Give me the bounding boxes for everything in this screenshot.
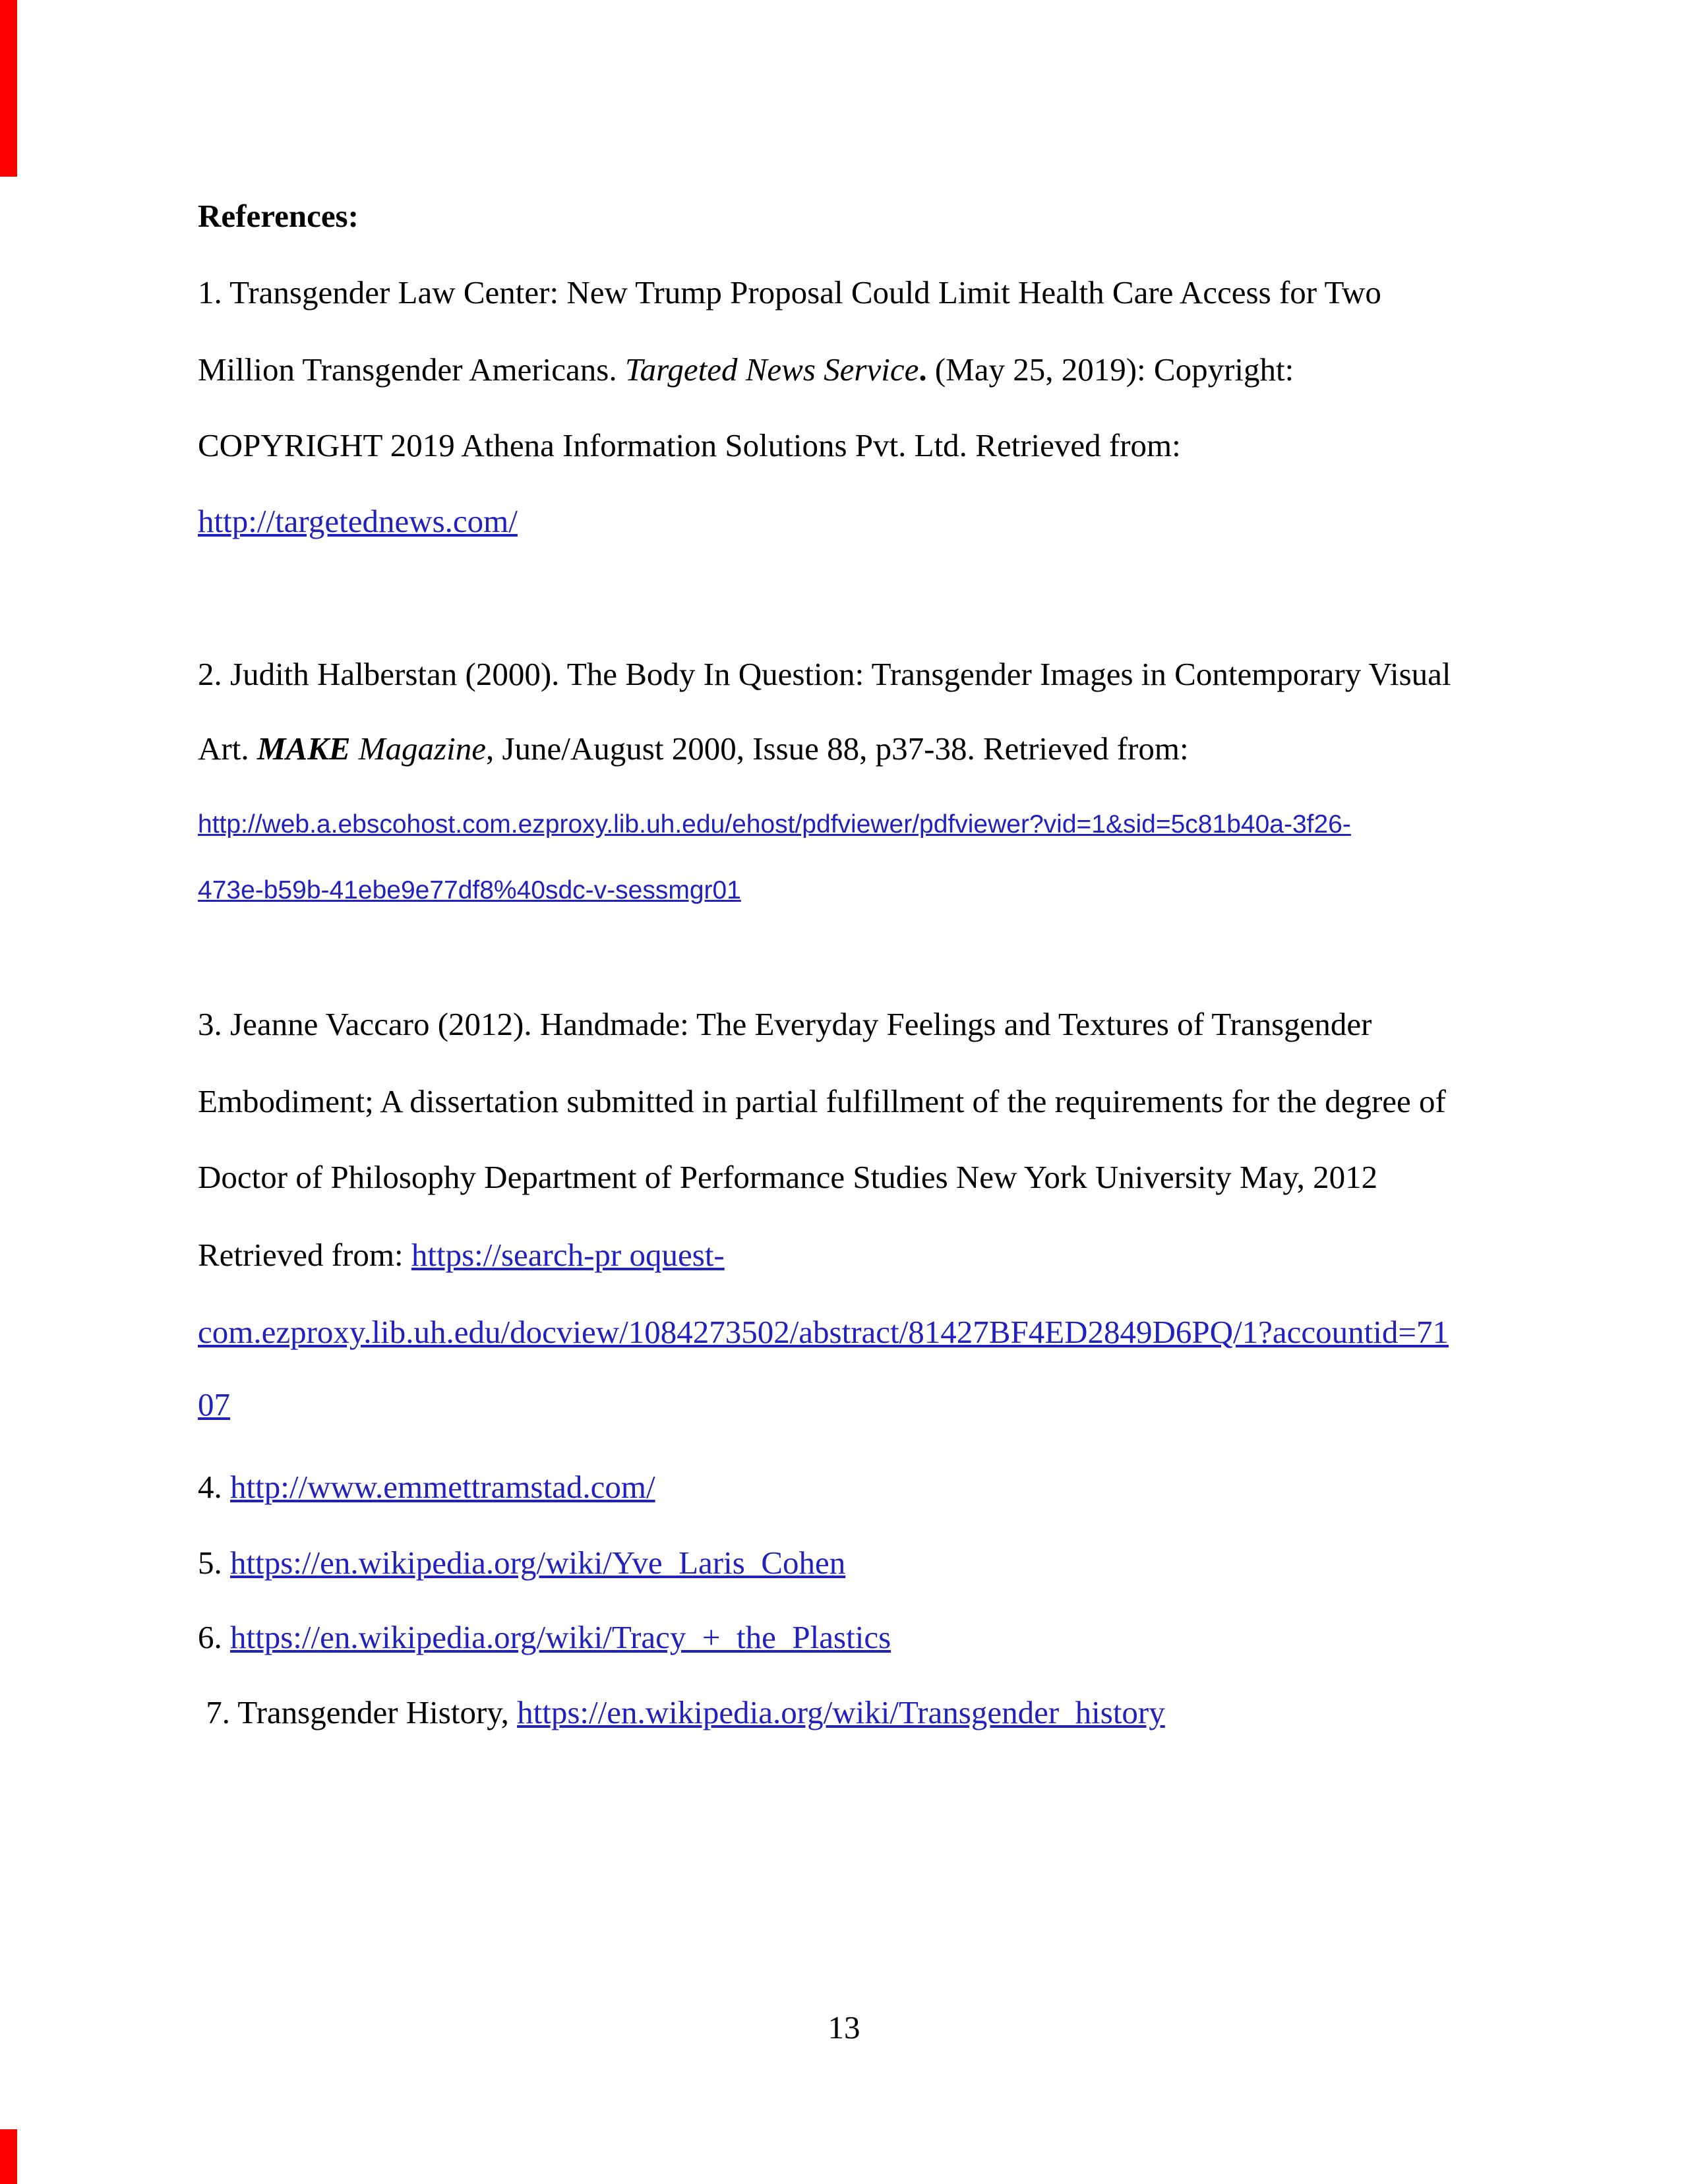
wikipedia-yve-laris-cohen-link[interactable]: https://en.wikipedia.org/wiki/Yve_Laris_Cohen <box>230 1545 846 1581</box>
reference-7-label: 7. Transgender History, <box>198 1694 518 1730</box>
proquest-link-part-2[interactable]: com.ezproxy.lib.uh.edu/docview/1084273502/abstract/81427BF4ED2849D6PQ/1?accountid=71 <box>198 1314 1449 1350</box>
reference-4-number: 4. <box>198 1469 230 1505</box>
revision-mark-top <box>0 0 17 177</box>
reference-3-line-1: 3. Jeanne Vaccaro (2012). Handmade: The Everyday Feelings and Textures of Transgender <box>198 1006 1372 1042</box>
proquest-link-part-1[interactable]: https://search-pr oquest- <box>411 1237 725 1273</box>
revision-mark-bottom <box>0 2129 17 2184</box>
reference-1-line-2 <box>198 353 1294 386</box>
reference-7 <box>198 1696 1165 1728</box>
references-heading: References: <box>198 198 359 234</box>
reference-1-line-2-text: Million Transgender Americans. <box>198 351 625 388</box>
targetednews-link[interactable]: http://targetednews.com/ <box>198 503 518 539</box>
reference-3-line-2: Embodiment; A dissertation submitted in partial fulfillment of the requirements for the degree of <box>198 1083 1446 1119</box>
ebscohost-link-part-1[interactable]: http://web.a.ebscohost.com.ezproxy.lib.uh.edu/ehost/pdfviewer/pdfviewer?vid=1&sid=5c81b40a-3f26- <box>198 810 1351 839</box>
reference-2-url-line-2 <box>198 877 741 903</box>
reference-2-url-line-1 <box>198 812 1351 837</box>
reference-1-line-4 <box>198 505 518 537</box>
reference-2-line-2 <box>198 732 1189 765</box>
proquest-link-part-3[interactable]: 07 <box>198 1386 230 1423</box>
reference-3-line-4 <box>198 1239 725 1271</box>
wikipedia-transgender-history-link[interactable]: https://en.wikipedia.org/wiki/Transgender_history <box>517 1694 1165 1730</box>
reference-6-number: 6. <box>198 1619 230 1655</box>
reference-2-line-1: 2. Judith Halberstan (2000). The Body In Question: Transgender Images in Contemporary Visual <box>198 656 1451 692</box>
reference-1-line-3: COPYRIGHT 2019 Athena Information Solutions Pvt. Ltd. Retrieved from: <box>198 427 1181 463</box>
reference-5 <box>198 1547 845 1579</box>
bold-period: . <box>919 351 927 388</box>
reference-6 <box>198 1621 891 1653</box>
reference-5-number: 5. <box>198 1545 230 1581</box>
reference-3-url-line-2 <box>198 1316 1449 1348</box>
journal-title-targeted-news-service: Targeted News Service <box>624 351 919 388</box>
wikipedia-tracy-plastics-link[interactable]: https://en.wikipedia.org/wiki/Tracy_+_the_Plastics <box>230 1619 891 1655</box>
ebscohost-link-part-2[interactable]: 473e-b59b-41ebe9e77df8%40sdc-v-sessmgr01 <box>198 876 741 904</box>
page-number: 13 <box>828 2009 860 2046</box>
magazine-name-make: MAKE <box>256 730 351 767</box>
retrieved-from-label: Retrieved from: <box>198 1237 411 1273</box>
magazine-word: Magazine <box>350 730 486 767</box>
reference-3-url-line-3 <box>198 1388 230 1421</box>
reference-1-line-2-tail: (May 25, 2019): Copyright: <box>926 351 1294 388</box>
reference-4 <box>198 1471 655 1503</box>
reference-3-line-3: Doctor of Philosophy Department of Performance Studies New York University May, 2012 <box>198 1159 1378 1195</box>
reference-2-line-2-tail: , June/August 2000, Issue 88, p37-38. Retrieved from: <box>485 730 1189 767</box>
reference-2-line-2-text: Art. <box>198 730 257 767</box>
reference-1-line-1: 1. Transgender Law Center: New Trump Proposal Could Limit Health Care Access for Two <box>198 274 1381 310</box>
emmettramstad-link[interactable]: http://www.emmettramstad.com/ <box>230 1469 655 1505</box>
